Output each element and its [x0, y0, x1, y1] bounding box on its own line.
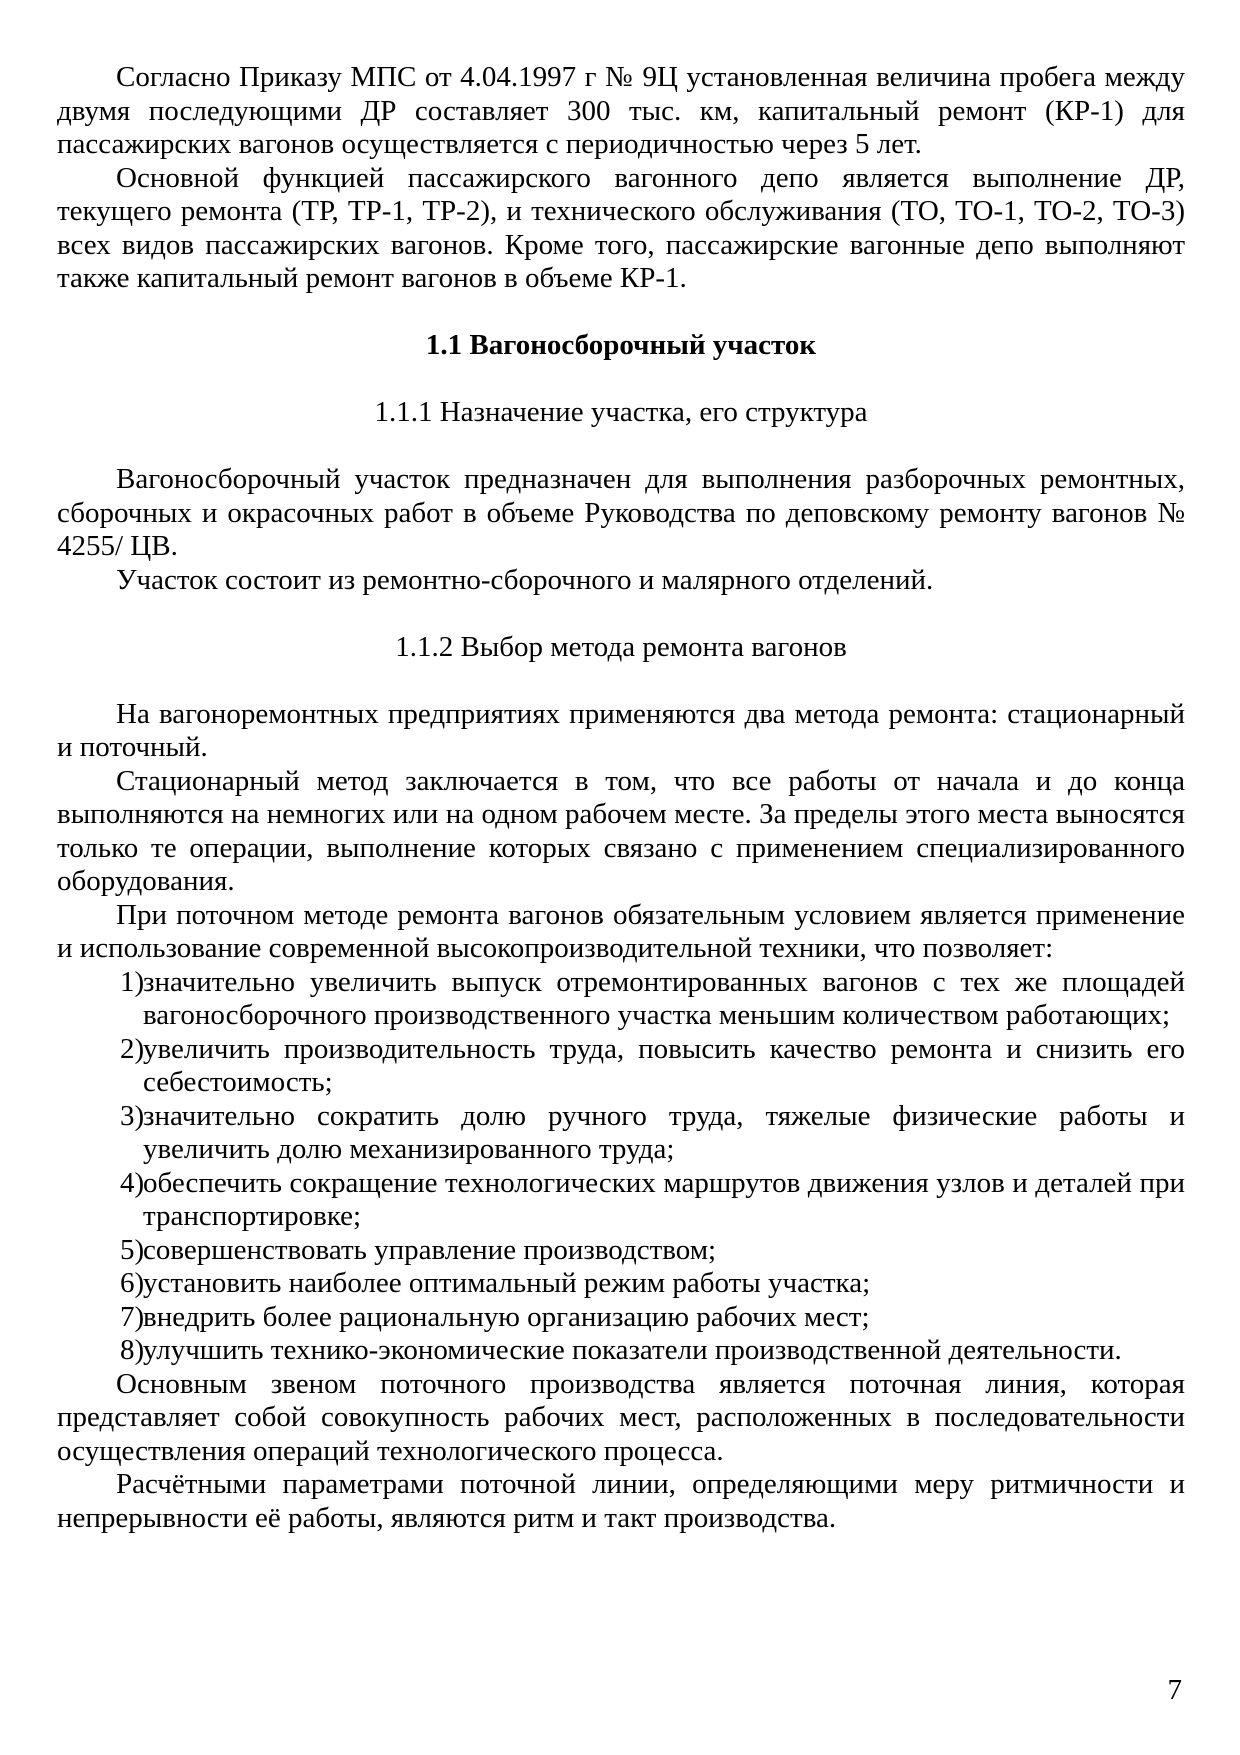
list-item-text: совершенствовать управление производством;	[143, 1233, 717, 1266]
list-item-text: установить наиболее оптимальный режим работы участка;	[143, 1267, 871, 1299]
list-item-number: 1)	[120, 965, 145, 998]
numbered-list	[57, 966, 1185, 1368]
list-item	[57, 1234, 1185, 1268]
list-item-text: увеличить производительность труда, повысить качество ремонта и снизить его себестоимость;	[143, 1032, 1185, 1098]
list-item-number: 6)	[120, 1267, 145, 1299]
list-item-text: значительно увеличить выпуск отремонтированных вагонов с тех же площадей вагоносборочного производственного участка меньшим количеством работающих;	[143, 965, 1185, 1031]
paragraph-intro-2: Основной функцией пассажирского вагонного депо является выполнение ДР, текущего ремонта (ТР, ТР-1, ТР-2), и технического обслуживания (ТО, ТО-1, ТО-2, ТО-3) всех видов пассажирских вагонов. Кроме того, пассажирские вагонные депо выполняют также капитальный ремонт вагонов в объеме КР-1.	[57, 161, 1185, 294]
list-item	[57, 1301, 1185, 1335]
paragraph-flow-method: При поточном методе ремонта вагонов обязательным условием является применение и использование современной высокопроизводительной техники, что позволяет:	[57, 898, 1185, 964]
subsection-heading-1-1-2: 1.1.2 Выбор метода ремонта вагонов	[395, 630, 847, 663]
list-item	[57, 1334, 1185, 1368]
list-item	[57, 1033, 1185, 1100]
list-item	[57, 966, 1185, 1033]
paragraph-methods: На вагоноремонтных предприятиях применяются два метода ремонта: стационарный и поточный.	[57, 697, 1185, 763]
list-item	[57, 1167, 1185, 1234]
list-item-text: внедрить более рациональную организацию рабочих мест;	[143, 1300, 870, 1333]
list-item-number: 4)	[120, 1166, 145, 1199]
section-heading-1-1: 1.1 Вагоносборочный участок	[425, 329, 817, 361]
paragraph-purpose: Вагоносборочный участок предназначен для выполнения разборочных ремонтных, сборочных и окрасочных работ в объеме Руководства по деповскому ремонту вагонов № 4255/ ЦВ.	[57, 463, 1185, 562]
list-item-text: значительно сократить долю ручного труда, тяжелые физические работы и увеличить долю механизированного труда;	[143, 1099, 1185, 1165]
page-number: 7	[1167, 1674, 1182, 1706]
paragraph-flow-line: Основным звеном поточного производства является поточная линия, которая представляет собой совокупность рабочих мест, расположенных в последовательности осуществления операций технологического процесса.	[57, 1367, 1185, 1467]
paragraph-structure: Участок состоит из ремонтно-сборочного и малярного отделений.	[116, 563, 934, 596]
paragraph-rhythm: Расчётными параметрами поточной линии, определяющими меру ритмичности и непрерывности её работы, являются ритм и такт производства.	[57, 1468, 1185, 1534]
list-item	[57, 1100, 1185, 1167]
list-item-text: обеспечить сокращение технологических маршрутов движения узлов и деталей при транспортировке;	[143, 1166, 1185, 1232]
list-item	[57, 1267, 1185, 1301]
paragraph-stationary-method: Стационарный метод заключается в том, что все работы от начала и до конца выполняются на немногих или на одном рабочем месте. За пределы этого места выносятся только те операции, выполнение которых связано с применением специализированного оборудования.	[57, 764, 1185, 897]
list-item-number: 8)	[120, 1334, 145, 1366]
paragraph-intro-1: Согласно Приказу МПС от 4.04.1997 г № 9Ц установленная величина пробега между двумя последующими ДР составляет 300 тыс. км, капитальный ремонт (КР-1) для пассажирских вагонов осуществляется с периодичностью через 5 лет.	[57, 61, 1185, 160]
list-item-number: 2)	[120, 1032, 145, 1065]
list-item-number: 3)	[120, 1099, 145, 1132]
list-item-text: улучшить технико-экономические показатели производственной деятельности.	[143, 1334, 1122, 1366]
list-item-number: 5)	[120, 1233, 145, 1266]
subsection-heading-1-1-1: 1.1.1 Назначение участка, его структура	[374, 396, 868, 428]
list-item-number: 7)	[120, 1300, 145, 1333]
